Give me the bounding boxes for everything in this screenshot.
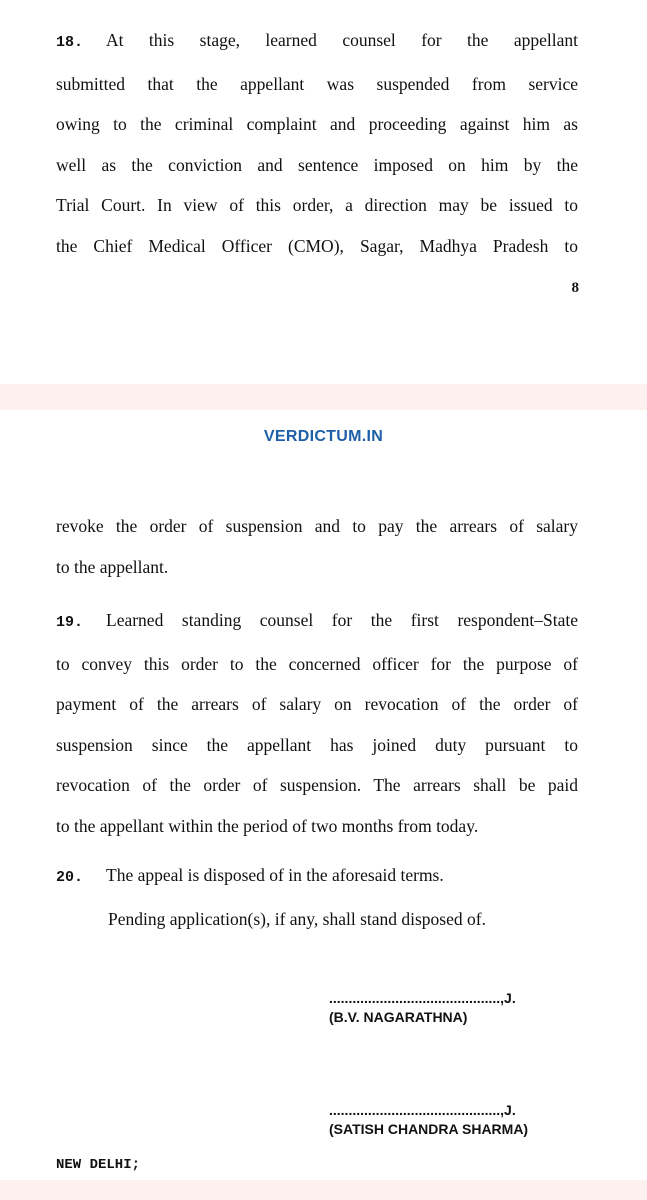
page-gap	[0, 1180, 647, 1200]
page-gap	[0, 384, 647, 410]
paragraph-18-line-1: 18. At this stage, learned counsel for the appellant	[56, 20, 578, 64]
paragraph-20-line-2: Pending application(s), if any, shall stand disposed of.	[108, 908, 486, 929]
watermark: VERDICTUM.IN	[263, 428, 384, 445]
signature-line: ............................................,J.	[329, 990, 516, 1006]
paragraph-number: 20.	[56, 869, 84, 886]
paragraph-number: 18.	[56, 34, 84, 51]
paragraph-19-line-2: to convey this order to the concerned officer for the purpose of	[56, 653, 578, 674]
paragraph-number: 19.	[56, 614, 84, 631]
paragraph-19-line-4: suspension since the appellant has joined duty pursuant to	[56, 734, 578, 755]
judge-name: (B.V. NAGARATHNA)	[329, 1009, 468, 1025]
page-number: 8	[571, 280, 579, 296]
place-of-judgment: NEW DELHI;	[56, 1157, 141, 1173]
paragraph-19-line-1: 19. Learned standing counsel for the first respondent–State	[56, 600, 578, 644]
judge-name: (SATISH CHANDRA SHARMA)	[329, 1121, 529, 1137]
paragraph-19-line-3: payment of the arrears of salary on revocation of the order of	[56, 694, 578, 714]
paragraph-19-line-5: revocation of the order of suspension. The arrears shall be paid	[56, 775, 578, 795]
paragraph-18-line-5: Trial Court. In view of this order, a direction may be issued to	[56, 195, 578, 215]
signature-line: ............................................,J.	[329, 1102, 516, 1118]
signature-block-2	[329, 1102, 528, 1137]
paragraph-18-line-4: well as the conviction and sentence imposed on him by the	[56, 154, 578, 175]
continuation-line-1: revoke the order of suspension and to pay the arrears of salary	[56, 516, 578, 536]
paragraph-18-continuation	[56, 506, 578, 587]
signature-block-1	[329, 990, 516, 1025]
paragraph-20-line-1: 20. The appeal is disposed of in the aforesaid terms.	[56, 855, 578, 899]
continuation-line-2: to the appellant.	[56, 556, 169, 577]
paragraph-19	[56, 600, 578, 846]
paragraph-18-line-2: submitted that the appellant was suspended from service	[56, 73, 578, 94]
paragraph-19-line-6: to the appellant within the period of two months from today.	[56, 815, 479, 836]
paragraph-18-line-3: owing to the criminal complaint and proceeding against him as	[56, 114, 578, 134]
paragraph-18-line-6: the Chief Medical Officer (CMO), Sagar, Madhya Pradesh to	[56, 235, 578, 256]
paragraph-20	[56, 855, 578, 939]
paragraph-18	[56, 20, 578, 266]
